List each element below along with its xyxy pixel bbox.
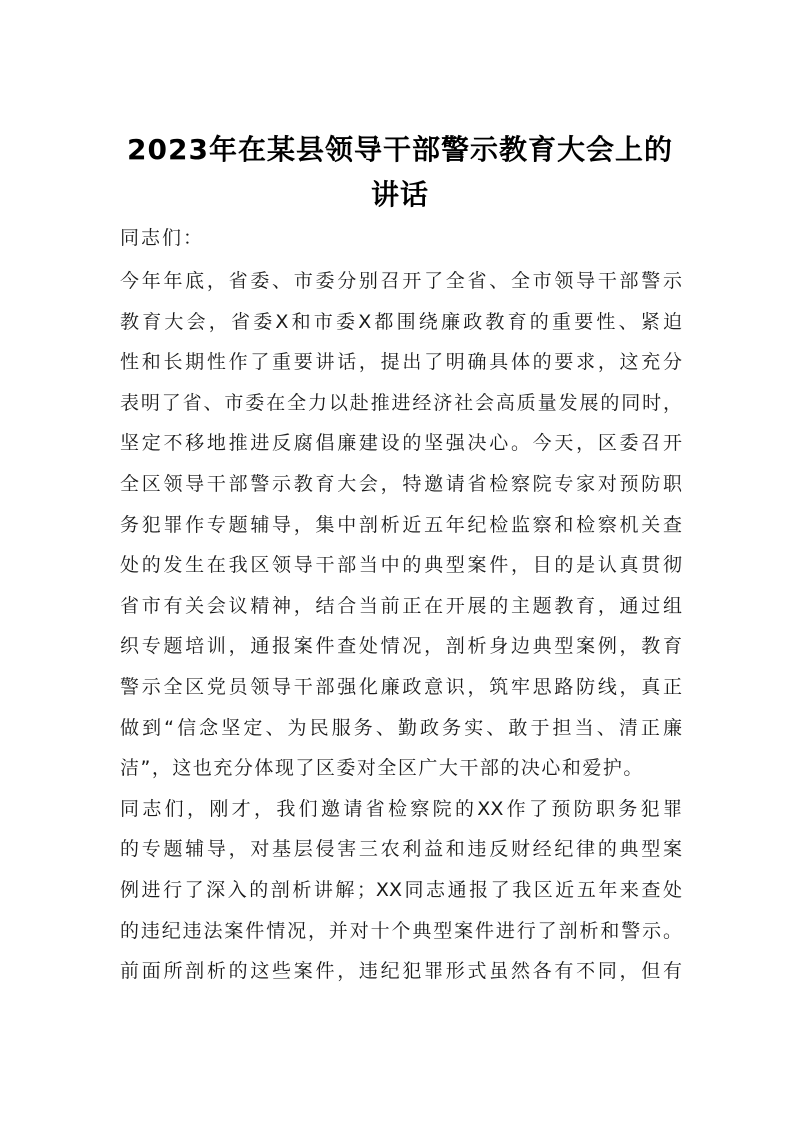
- text-line: 的违纪违法案件情况，并对十个典型案件进行了剖析和警示。: [120, 919, 682, 942]
- text-line: 坚定不移地推进反腐倡廉建设的坚强决心。今天，区委召开: [120, 432, 682, 455]
- text-line: 洁”，这也充分体现了区委对全区广大干部的决心和爱护。: [120, 757, 644, 780]
- text-line: 教育大会，省委X和市委X都围绕廉政教育的重要性、紧迫: [120, 310, 682, 333]
- document-title-line-1: 2023年在某县领导干部警示教育大会上的: [127, 133, 673, 166]
- text-line: 表明了省、市委在全力以赴推进经济社会高质量发展的同时，: [120, 391, 682, 414]
- text-line: 全区领导干部警示教育大会，特邀请省检察院专家对预防职: [120, 473, 682, 495]
- greeting: 同志们：: [120, 227, 205, 249]
- text-line: 处的发生在我区领导干部当中的典型案件，目的是认真贯彻: [120, 554, 682, 577]
- document-title-line-2: 讲话: [370, 178, 429, 211]
- text-line: 例进行了深入的剖析讲解；XX同志通报了我区近五年来查处: [120, 879, 682, 901]
- text-line: 的专题辅导，对基层侵害三农利益和违反财经纪律的典型案: [120, 838, 682, 861]
- text-line: 务犯罪作专题辅导，集中剖析近五年纪检监察和检察机关查: [120, 513, 682, 536]
- text-line: 警示全区党员领导干部强化廉政意识，筑牢思路防线，真正: [120, 676, 682, 698]
- text-line: 同志们，刚才，我们邀请省检察院的XX作了预防职务犯罪: [120, 797, 682, 820]
- text-line: 前面所剖析的这些案件，违纪犯罪形式虽然各有不同，但有: [120, 960, 682, 983]
- text-line: 今年年底，省委、市委分别召开了全省、全市领导干部警示: [120, 270, 682, 292]
- text-line: 省市有关会议精神，结合当前正在开展的主题教育，通过组: [120, 594, 682, 617]
- text-line: 做到“信念坚定、为民服务、勤政务实、敢于担当、清正廉: [120, 716, 682, 739]
- text-line: 织专题培训，通报案件查处情况，剖析身边典型案例，教育: [120, 635, 682, 658]
- text-line: 性和长期性作了重要讲话，提出了明确具体的要求，这充分: [120, 351, 682, 374]
